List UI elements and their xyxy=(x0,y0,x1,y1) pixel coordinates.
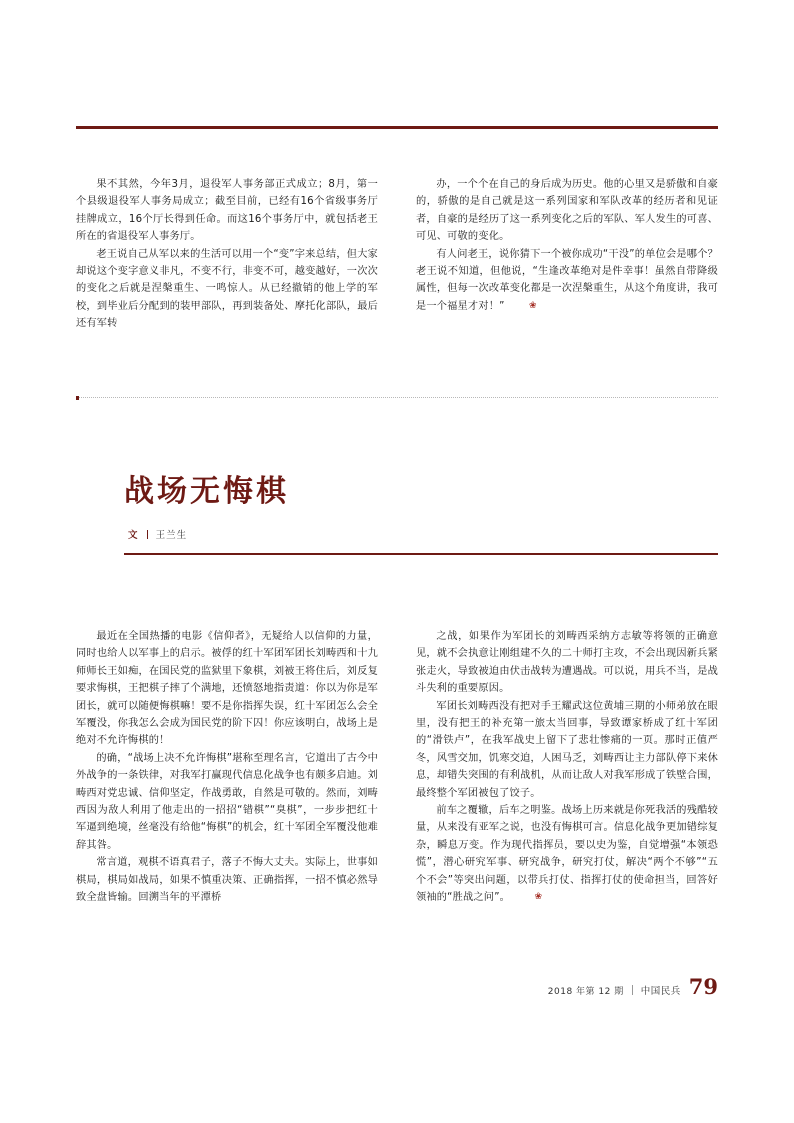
paragraph: 办，一个个在自己的身后成为历史。他的心里又是骄傲和自豪的，骄傲的是自己就是这一系列国家和军队改革的经历者和见证者，自豪的是经历了这一系列变化之后的军队、军人发生的可喜、可见、可敬的变化。 xyxy=(416,179,718,243)
main-article-column-right xyxy=(416,628,718,908)
continued-article xyxy=(76,176,718,333)
paragraph: 常言道，观棋不语真君子，落子不悔大丈夫。实际上，世事如棋局，棋局如战局，如果不慎重决策、正确指挥，一招不慎必然导致全盘皆输。回溯当年的平潭桥 xyxy=(76,857,378,904)
footer-divider xyxy=(632,985,633,995)
paragraph-text: 前车之覆辙，后车之明鉴。战场上历来就是你死我活的残酷较量，从来没有亚军之说，也没有悔棋可言。信息化战争更加错综复杂，瞬息万变。作为现代指挥员，要以史为鉴，自觉增强“本领恐慌”，潜心研究军事、研究战争，研究打仗，解决“两个不够”“五个不会”等突出问题，以带兵打仗、指挥打仗的使命担当，回答好领袖的“胜战之问”。 xyxy=(416,805,718,904)
page-number: 79 xyxy=(688,974,718,999)
paragraph: 军团长刘畴西没有把对手王耀武这位黄埔三期的小师弟放在眼里，没有把王的补充第一旅太当回事，导致谭家桥成了红十军团的“滑铁卢”，在我军战史上留下了悲壮惨痛的一页。那时正值严冬，风雪交加，饥寒交迫，人困马乏，刘畴西让主力部队停下来休息，却错失突围的有利战机，从而让敌人对我军形成了铁壁合围，最终整个军团被包了饺子。 xyxy=(416,700,718,799)
end-mark-icon: ❀ xyxy=(534,892,543,903)
article-separator xyxy=(76,396,718,400)
main-article-column-left xyxy=(76,628,378,908)
paragraph-with-end-mark xyxy=(416,246,718,317)
top-rule xyxy=(76,126,718,129)
paragraph: 之战，如果作为军团长的刘畴西采纳方志敏等将领的正确意见，就不会执意让刚组建不久的二十师打主攻，不会出现因新兵紧张走火，导致被迫由伏击战转为遭遇战。可以说，用兵不当，是战斗失利的重要原因。 xyxy=(416,631,718,695)
paragraph: 最近在全国热播的电影《信仰者》，无疑给人以信仰的力量，同时也给人以军事上的启示。被俘的红十军团军团长刘畴西和十九师师长王如痴，在国民党的监狱里下象棋，刘被王将住后，刘反复要求悔棋，王把棋子摔了个满地，还愤怒地指责道：你以为你是军团长，就可以随便悔棋嘛！要不是你指挥失误，红十军团怎么会全军覆没，你我怎么会成为国民党的阶下囚！你应该明白，战场上是绝对不允许悔棋的！ xyxy=(76,631,378,747)
article-byline xyxy=(128,527,187,541)
byline-author: 王兰生 xyxy=(155,530,188,541)
end-mark-icon: ❀ xyxy=(528,300,537,311)
separator-tick xyxy=(76,396,79,400)
page-footer xyxy=(548,974,718,999)
paragraph: 老王说自己从军以来的生活可以用一个“变”字来总结，但大家却说这个变字意义非凡，不变不行，非变不可，越变越好，一次次的变化之后就是涅槃重生、一鸣惊人。从已经撤销的他上学的军校，到毕业后分配到的装甲部队，再到装备处、摩托化部队，最后还有军转 xyxy=(76,248,378,330)
continued-article-column-left xyxy=(76,176,378,333)
main-article xyxy=(76,628,718,908)
footer-magazine-name: 中国民兵 xyxy=(640,986,681,997)
paragraph: 的确，“战场上决不允许悔棋”堪称至理名言，它道出了古今中外战争的一条铁律，对我军打赢现代信息化战争也有颇多启迪。刘畴西对党忠诚、信仰坚定，作战勇敢，自然是可敬的。然而，刘畴西因为敌人利用了他走出的一招招“错棋”“臭棋”，一步步把红十军逼到绝境，丝毫没有给他“悔棋”的机会，红十军团全军覆没他难辞其咎。 xyxy=(76,752,378,851)
paragraph: 果不其然，今年3月，退役军人事务部正式成立；8月，第一个县级退役军人事务局成立；截至目前，已经有16个省级事务厅挂牌成立，16个厅长得到任命。而这16个事务厅中，就包括老王所在的省退役军人事务厅。 xyxy=(76,179,378,243)
byline-divider xyxy=(147,530,148,539)
article-header-rule xyxy=(124,553,718,555)
paragraph-with-end-mark xyxy=(416,802,718,907)
separator-dotted-line xyxy=(76,397,718,398)
continued-article-column-right xyxy=(416,176,718,333)
byline-label: 文 xyxy=(128,530,139,541)
footer-issue: 2018 年第 12 期 xyxy=(547,987,624,997)
article-title: 战场无悔棋 xyxy=(124,474,289,509)
paragraph-text: 有人问老王，说你猜下一个被你成功“干没”的单位会是哪个？老王说不知道，但他说，“生逢改革绝对是件幸事！虽然自带降级属性，但每一次改革变化都是一次涅槃重生，从这个角度讲，我可是一个福星才对！” xyxy=(416,248,718,312)
